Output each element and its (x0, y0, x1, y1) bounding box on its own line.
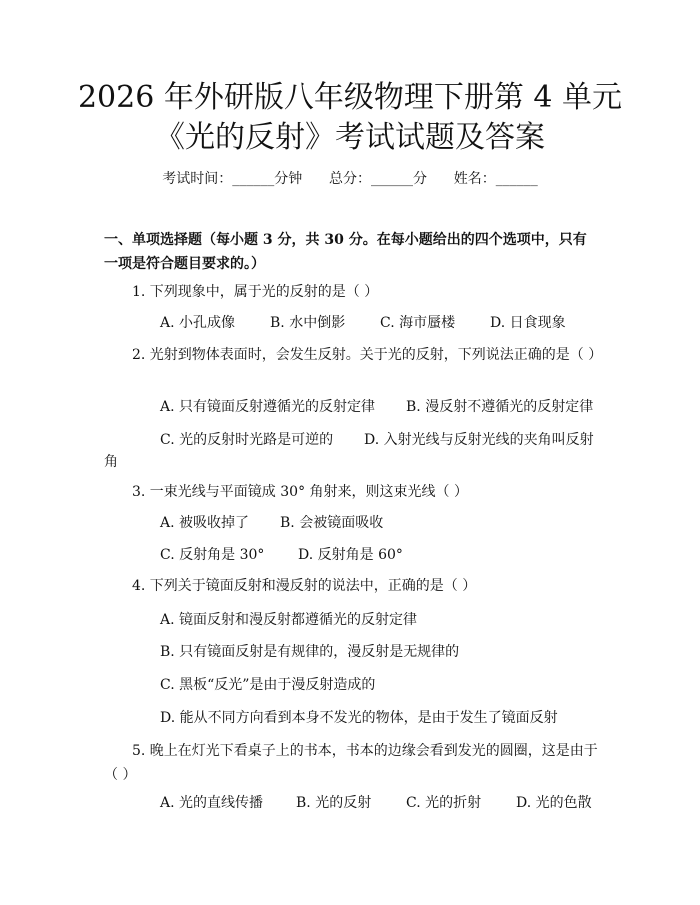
question-1-options (160, 313, 566, 333)
q4-option-b: B. 只有镜面反射是有规律的，漫反射是无规律的 (160, 644, 460, 660)
question-2-stem: 2. 光射到物体表面时，会发生反射。关于光的反射，下列说法正确的是（ ） (132, 347, 603, 363)
question-3-stem: 3. 一束光线与平面镜成 30° 角射来，则这束光线（ ） (132, 484, 468, 500)
question-2-options-row-2 (160, 430, 594, 450)
question-5-stem: 5. 晚上在灯光下看桌子上的书本，书本的边缘会看到发光的圆圈，这是由于（ ） (104, 743, 598, 783)
q1-option-b: B. 水中倒影 (270, 315, 346, 331)
q2-option-d: D. 入射光线与反射光线的夹角叫反射 (364, 432, 594, 448)
q5-option-d: D. 光的色散 (516, 795, 592, 811)
q5-option-a: A. 光的直线传播 (160, 795, 264, 811)
question-5-options (160, 793, 592, 813)
q2-option-a: A. 只有镜面反射遵循光的反射定律 (160, 399, 376, 415)
q4-option-a: A. 镜面反射和漫反射都遵循光的反射定律 (160, 612, 418, 628)
q3-option-d: D. 反射角是 60° (298, 547, 403, 563)
page-title: 2026 年外研版八年级物理下册第 4 单元《光的反射》考试试题及答案 (77, 80, 623, 155)
exam-info-line: 考试时间：______分钟 总分：______分 姓名：______ (162, 171, 538, 187)
question-3-options-row-1 (160, 513, 383, 533)
section-heading: 一、单项选择题（每小题 3 分，共 30 分。在每小题给出的四个选项中，只有一项是符合题目要求的。） (104, 232, 587, 272)
q3-option-a: A. 被吸收掉了 (160, 515, 250, 531)
question-1-stem: 1. 下列现象中，属于光的反射的是（ ） (132, 284, 379, 300)
q1-option-a: A. 小孔成像 (160, 315, 236, 331)
q1-option-d: D. 日食现象 (490, 315, 566, 331)
q2-option-d-wrap: 角 (104, 454, 118, 470)
q4-option-c: C. 黑板“反光”是由于漫反射造成的 (160, 677, 376, 693)
question-4-stem: 4. 下列关于镜面反射和漫反射的说法中，正确的是（ ） (132, 578, 477, 594)
q5-option-b: B. 光的反射 (296, 795, 372, 811)
question-2-options-row-1 (160, 397, 593, 417)
q3-option-b: B. 会被镜面吸收 (280, 515, 384, 531)
q1-option-c: C. 海市蜃楼 (380, 315, 456, 331)
q2-option-c: C. 光的反射时光路是可逆的 (160, 432, 334, 448)
q3-option-c: C. 反射角是 30° (160, 547, 265, 563)
q4-option-d: D. 能从不同方向看到本身不发光的物体，是由于发生了镜面反射 (160, 710, 558, 726)
question-3-options-row-2 (160, 545, 403, 565)
q2-option-b: B. 漫反射不遵循光的反射定律 (406, 399, 594, 415)
q5-option-c: C. 光的折射 (406, 795, 482, 811)
